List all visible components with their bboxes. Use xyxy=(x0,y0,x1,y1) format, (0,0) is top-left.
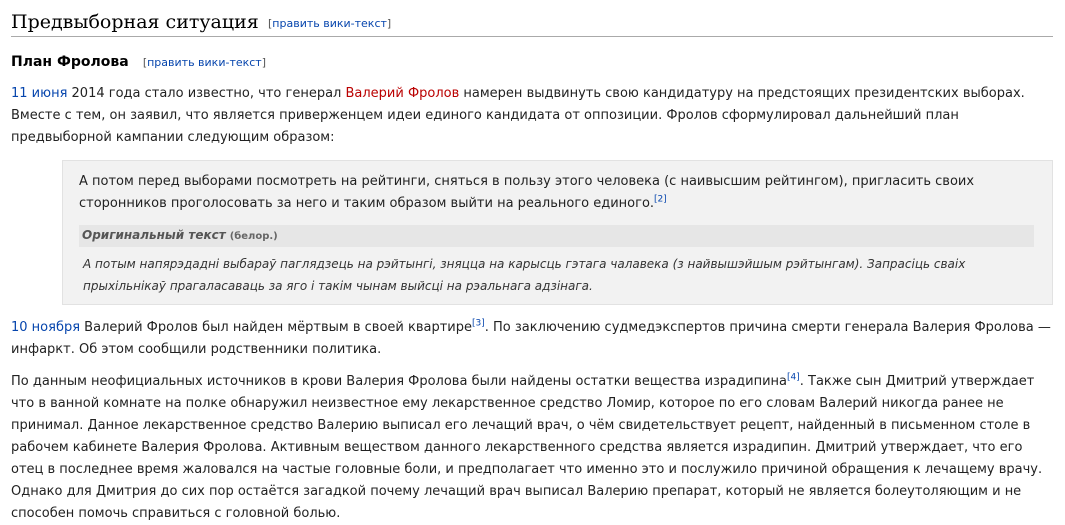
original-text-title: Оригинальный текст xyxy=(82,228,226,242)
date-link-nov-10[interactable]: 10 ноября xyxy=(11,320,81,335)
reference-2[interactable]: [2] xyxy=(654,194,667,205)
subsection-edit: [править вики-текст] xyxy=(142,56,267,69)
subsection-heading xyxy=(11,54,266,70)
reference-3[interactable]: [3] xyxy=(472,318,485,329)
reference-4[interactable]: [4] xyxy=(787,372,800,383)
paragraph-death: 10 ноября Валерий Фролов был найден мёртвым в своей квартире[3]. По заключению судмедэкспертов причина смерти генерала Валерия Фролова — инфаркт. Об этом сообщили родственники политика. xyxy=(11,318,1051,357)
paragraph-frolov-plan: 11 июня 2014 года стало известно, что генерал Валерий Фролов намерен выдвинуть свою кандидатуру на предстоящих президентских выборах. Вместе с тем, он заявил, что является приверженцем идеи единого кандидата от оппозиции. Фролов сформулировал дальнейший план предвыборной кампании следующим образом: xyxy=(11,86,1025,145)
subsection-edit-link[interactable]: править вики-текст xyxy=(147,56,262,69)
section-edit: [править вики-текст] xyxy=(268,17,392,30)
paragraph-isradipine: По данным неофициальных источников в крови Валерия Фролова были найдены остатки вещества израдипина[4]. Также сын Дмитрий утверждает что в ванной комнате на полке обнаружил неизвестное ему лекарственное средство Ломир, которое по его словам Валерий никогда ранее не принимал. Данное лекарственное средство Валерию выписал его лечащий врач, о чём свидетельствует рецепт, найденный в письменном столе в рабочем кабинете Валерия Фролова. Активным веществом данного лекарственного средства является израдипин. Дмитрий утверждает, что его отец в последнее время жаловался на частые головные боли, и предполагает что именно это и послужило причиной обращения к лечащему врачу. Однако для Дмитрия до сих пор остаётся загадкой почему лечащий врач выписал Валерию препарат, который не является болеутоляющим и не способен помочь справиться с головной болью. xyxy=(11,372,1043,521)
subsection-title: План Фролова xyxy=(11,54,129,70)
quote-text: А потом перед выборами посмотреть на рейтинги, сняться в пользу этого человека (с наивысшим рейтингом), пригласить своих сторонников проголосовать за него и таким образом выйти на реального единого.[2] xyxy=(79,174,975,211)
section-title: Предвыборная ситуация xyxy=(11,11,259,33)
section-edit-link[interactable]: править вики-текст xyxy=(272,17,387,30)
date-link-june-11[interactable]: 11 июня xyxy=(11,86,68,101)
person-link-frolov[interactable]: Валерий Фролов xyxy=(345,86,460,101)
original-lang: (белор.) xyxy=(229,231,278,242)
original-text: А потым напярэдадні выбараў паглядзець на рэйтынгі, зняцца на карысць гэтага чалавека (з найвышэйшым рэйтынгам). Запрасіць сваіх прыхільнікаў прагаласаваць за яго і такім чынам выйсці на рэальнага адзінага. xyxy=(83,257,966,293)
original-text-toggle[interactable] xyxy=(79,225,1034,247)
quote-box xyxy=(62,160,1053,305)
section-heading xyxy=(11,8,1053,37)
